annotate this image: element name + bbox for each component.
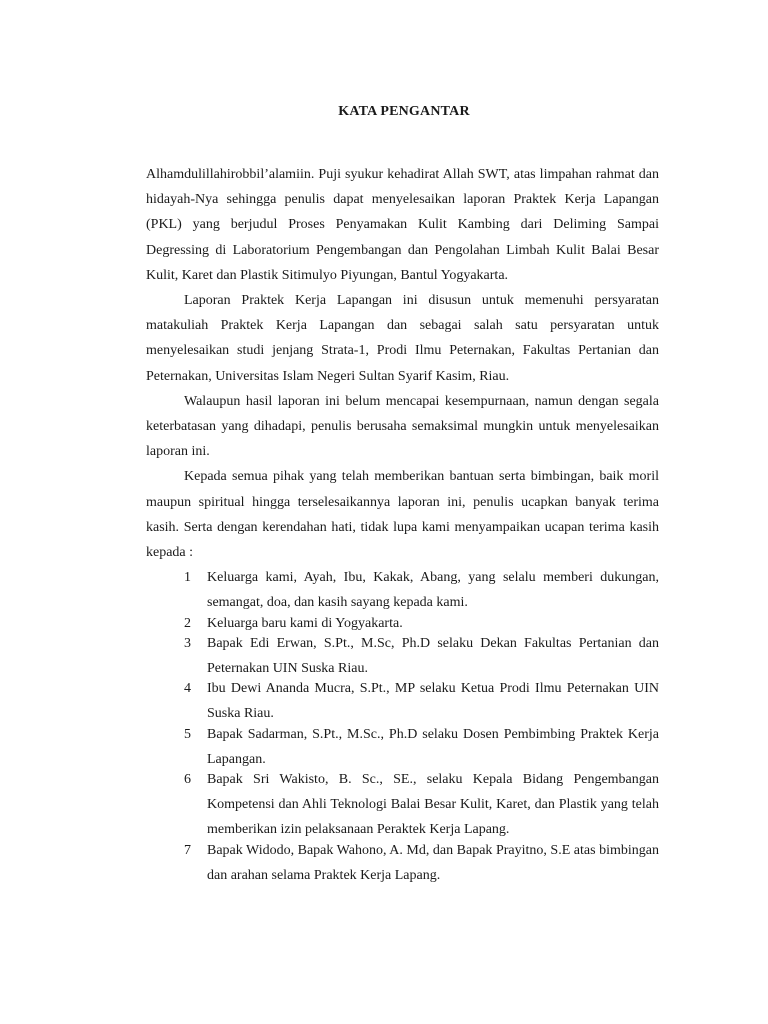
paragraph-opening: Alhamdulillahirobbil’alamiin. Puji syukur kehadirat Allah SWT, atas limpahan rahmat dan hidayah-Nya sehingga penulis dapat menyelesaikan laporan Praktek Kerja Lapangan (PKL) yang berjudul Proses Penyamakan Kulit Kambing dari Deliming Sampai Degressing di Laboratorium Pengembangan dan Pengolahan Limbah Kulit Balai Besar Kulit, Karet dan Plastik Sitimulyo Piyungan, Bantul Yogyakarta.	[146, 167, 659, 283]
list-item-number: 4	[184, 681, 191, 697]
list-item-text: Ibu Dewi Ananda Mucra, S.Pt., MP selaku Ketua Prodi Ilmu Peternakan UIN Suska Riau.	[207, 681, 659, 722]
list-item-text: Bapak Widodo, Bapak Wahono, A. Md, dan Bapak Prayitno, S.E atas bimbingan dan arahan selama Praktek Kerja Lapang.	[207, 842, 659, 883]
paragraph-thanks: Kepada semua pihak yang telah memberikan bantuan serta bimbingan, baik moril maupun spiritual hingga terselesaikannya laporan ini, penulis ucapkan banyak terima kasih. Serta dengan kerendahan hati, tidak lupa kami menyampaikan ucapan terima kasih kepada :	[146, 469, 659, 561]
list-item-number: 7	[184, 842, 191, 858]
list-item-text: Bapak Sri Wakisto, B. Sc., SE., selaku Kepala Bidang Pengembangan Kompetensi dan Ahli Teknologi Balai Besar Kulit, Karet, dan Plastik yang telah memberikan izin pelaksanaan Peraktek Kerja Lapang.	[207, 772, 659, 838]
thanks-list	[146, 565, 659, 888]
list-item-text: Keluarga kami, Ayah, Ibu, Kakak, Abang, yang selalu memberi dukungan, semangat, doa, dan kasih sayang kepada kami.	[207, 570, 659, 611]
list-item-number: 6	[184, 772, 191, 788]
list-item-number: 3	[184, 635, 191, 651]
list-item-number: 2	[184, 615, 191, 631]
list-item-number: 5	[184, 726, 191, 742]
list-item-text: Bapak Sadarman, S.Pt., M.Sc., Ph.D selaku Dosen Pembimbing Praktek Kerja Lapangan.	[207, 726, 659, 767]
list-item	[146, 631, 659, 681]
list-item-number: 1	[184, 570, 191, 586]
document-body	[146, 162, 659, 888]
list-item-text: Keluarga baru kami di Yogyakarta.	[207, 615, 403, 631]
paragraph-purpose: Laporan Praktek Kerja Lapangan ini disusun untuk memenuhi persyaratan matakuliah Praktek Kerja Lapangan dan sebagai salah satu persyaratan untuk menyelesaikan studi jenjang Strata-1, Prodi Ilmu Peternakan, Fakultas Pertanian dan Peternakan, Universitas Islam Negeri Sultan Syarif Kasim, Riau.	[146, 293, 659, 384]
list-item-text: Bapak Edi Erwan, S.Pt., M.Sc, Ph.D selaku Dekan Fakultas Pertanian dan Peternakan UIN Suska Riau.	[207, 635, 659, 677]
list-item	[146, 722, 659, 772]
list-item	[146, 565, 659, 615]
paragraph-limitations: Walaupun hasil laporan ini belum mencapai kesempurnaan, namun dengan segala keterbatasan yang dihadapi, penulis berusaha semaksimal mungkin untuk menyelesaikan laporan ini.	[146, 393, 659, 460]
list-item	[146, 838, 659, 888]
page-title: KATA PENGANTAR	[338, 104, 470, 119]
list-item	[146, 767, 659, 843]
list-item	[146, 676, 659, 726]
